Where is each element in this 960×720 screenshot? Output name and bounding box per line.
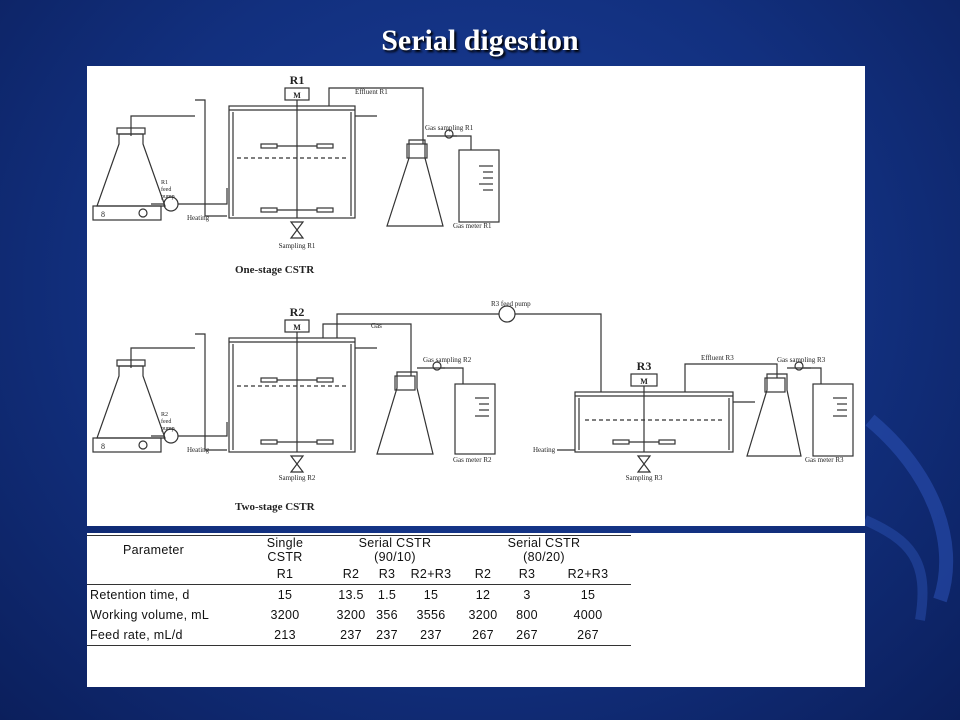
feed-pump-label-r2-line1: R2 [161, 412, 169, 418]
caption-two-stage: Two-stage CSTR [235, 501, 315, 513]
r3-feed-pump [499, 306, 515, 322]
sampling-valve-r3 [638, 456, 650, 472]
sampling-label-r1: Sampling R1 [278, 242, 316, 250]
gas-sampling-label-r2: Gas sampling R2 [423, 356, 472, 364]
feed-pump-label-r2-line3: pump [161, 426, 175, 432]
table-header-row [87, 536, 631, 565]
header-serial1-line2: (90/10) [374, 550, 416, 564]
motor-label-r1: M [293, 91, 301, 100]
sampling-label-r2: Sampling R2 [278, 474, 316, 482]
gas-meter-r3 [813, 384, 853, 456]
slide-title: Serial digestion [381, 24, 579, 57]
heating-label-r3: Heating [533, 446, 556, 454]
reactor-r2 [229, 338, 355, 452]
subheader-cell: R2 [474, 567, 492, 581]
table-row [87, 625, 631, 646]
gas-sampling-label-r3: Gas sampling R3 [777, 356, 826, 364]
feed-pump-label-r2-line2: feed [161, 419, 172, 425]
row-label: Working volume, mL [90, 608, 210, 622]
reactor-r1 [229, 106, 355, 218]
sampling-label-r3: Sampling R3 [625, 474, 663, 482]
table-cell: 3200 [336, 608, 366, 622]
feed-pump-label-r1-line2: feed [161, 187, 172, 193]
feed-pump-label-r1-line1: R1 [161, 180, 169, 186]
header-serial-80-20 [457, 536, 631, 565]
table-cell: 3556 [416, 608, 446, 622]
table-cell: 13.5 [333, 585, 369, 606]
effluent-flask-r2 [377, 372, 433, 454]
effluent-flask-r3 [747, 374, 801, 456]
table-cell: 237 [333, 625, 369, 646]
gas-label-r2: Gas [371, 322, 382, 330]
effluent-label-r1: Effluent R1 [355, 88, 388, 96]
table-cell: 3 [509, 585, 545, 606]
table-cell: 213 [237, 625, 333, 646]
reactor-label-r2: R2 [289, 305, 305, 319]
feed-flask-r1 [97, 134, 165, 206]
header-serial1-line1: Serial CSTR [358, 536, 432, 550]
table-cell: 1.5 [369, 585, 405, 606]
gas-meter-r1 [459, 150, 499, 222]
table-cell: 4000 [573, 608, 603, 622]
header-single-line1: Single [266, 536, 304, 550]
cstr-schematic [87, 66, 865, 526]
row-label: Retention time, d [87, 585, 237, 606]
parameter-table [87, 535, 631, 646]
gas-sampling-label-r1: Gas sampling R1 [425, 124, 474, 132]
subheader-cell: R3 [378, 567, 396, 581]
subheader-cell: R2 [342, 567, 360, 581]
table-cell: 356 [376, 608, 398, 622]
table-subheader-row [87, 564, 631, 585]
table-cell: 267 [509, 625, 545, 646]
header-serial2-line1: Serial CSTR [507, 536, 581, 550]
table-cell: 267 [457, 625, 509, 646]
sampling-valve-r2 [291, 456, 303, 472]
gas-meter-label-r3: Gas meter R3 [805, 456, 844, 464]
header-single [237, 536, 333, 565]
effluent-label-r3: Effluent R3 [701, 354, 734, 362]
caption-one-stage: One-stage CSTR [235, 264, 315, 276]
effluent-flask-r1 [387, 140, 443, 226]
gas-meter-label-r1: Gas meter R1 [453, 222, 492, 230]
table-cell: 15 [405, 585, 457, 606]
row-label: Feed rate, mL/d [87, 625, 237, 646]
table-cell: 267 [545, 625, 631, 646]
header-serial2-line2: (80/20) [523, 550, 565, 564]
feed-flask-r2 [97, 366, 165, 438]
one-stage-setup [93, 88, 499, 238]
motor-label-r2: M [293, 323, 301, 332]
r3-feed-pump-label: R3 feed pump [491, 300, 531, 308]
parameter-table-panel [87, 533, 865, 687]
table-cell: 12 [457, 585, 509, 606]
feed-pump-label-r1-line3: pump [161, 194, 175, 200]
heating-label-r2: Heating [187, 446, 210, 454]
reactor-label-r1: R1 [289, 73, 305, 87]
table-row [87, 585, 631, 606]
gas-meter-label-r2: Gas meter R2 [453, 456, 492, 464]
header-serial-90-10 [333, 536, 457, 565]
table-cell: 237 [369, 625, 405, 646]
subheader-cell: R3 [518, 567, 536, 581]
subheader-cell: R2+R3 [410, 567, 452, 581]
table-row [87, 605, 631, 625]
hotplate-digit-r2: 8 [101, 442, 105, 451]
reactor-r3 [575, 392, 733, 452]
header-single-line2: CSTR [267, 550, 303, 564]
table-cell: 3200 [270, 608, 300, 622]
process-diagram [87, 66, 865, 526]
table-cell: 800 [516, 608, 538, 622]
table-cell: 15 [545, 585, 631, 606]
table-cell: 3200 [468, 608, 498, 622]
table-cell: 237 [405, 625, 457, 646]
motor-label-r3: M [640, 377, 648, 386]
table-cell: 15 [237, 585, 333, 606]
heating-label-r1: Heating [187, 214, 210, 222]
reactor-label-r3: R3 [636, 359, 652, 373]
sampling-valve-r1 [291, 222, 303, 238]
hotplate-digit-r1: 8 [101, 210, 105, 219]
subheader-cell: R2+R3 [567, 567, 609, 581]
header-parameter: Parameter [87, 536, 237, 565]
gas-meter-r2 [455, 384, 495, 454]
subheader-cell: R1 [276, 567, 294, 581]
